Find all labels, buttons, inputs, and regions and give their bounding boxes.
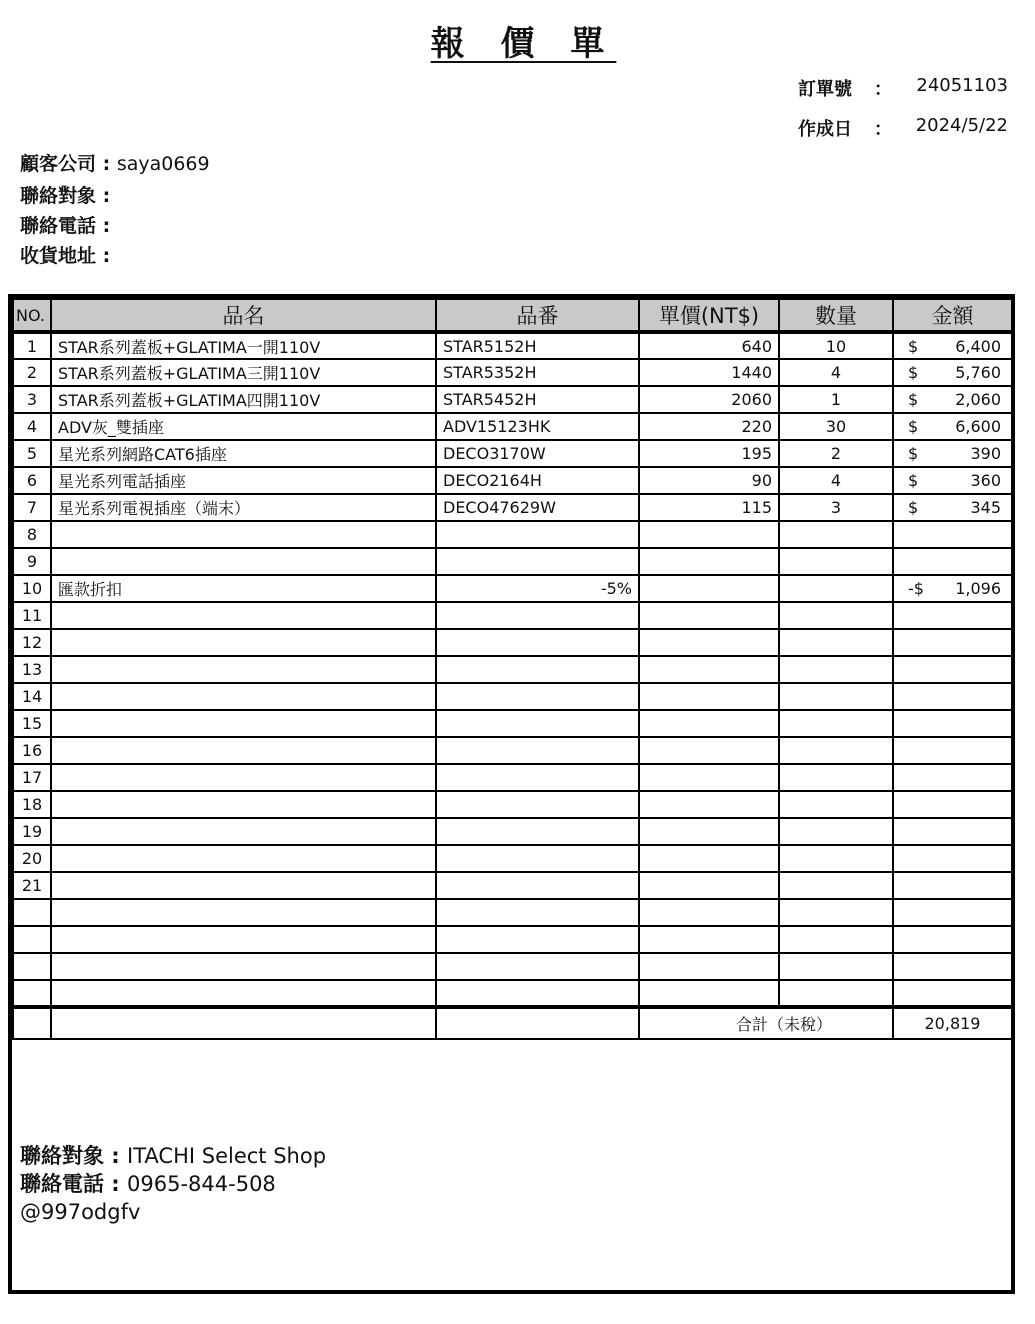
row-price: 115: [639, 494, 779, 521]
row-price: 2060: [639, 386, 779, 413]
row-amount: [893, 467, 1012, 494]
row-amount: [893, 980, 1012, 1007]
row-amount: [893, 845, 1012, 872]
row-no: 15: [13, 710, 51, 737]
row-name: [51, 710, 436, 737]
row-qty: 30: [779, 413, 893, 440]
row-qty: [779, 872, 893, 899]
order-number-colon: ：: [874, 79, 892, 100]
row-amount: [893, 872, 1012, 899]
table-row: [13, 440, 1012, 467]
row-qty: [779, 683, 893, 710]
total-value: 20,819: [893, 1007, 1012, 1039]
row-code: [436, 548, 639, 575]
customer-company-value: saya0669: [116, 153, 210, 175]
row-qty: [779, 548, 893, 575]
footer-contact-block: [20, 1142, 326, 1226]
order-date-colon: ：: [874, 119, 892, 140]
row-qty: [779, 845, 893, 872]
row-no: [13, 980, 51, 1007]
row-code: ADV15123HK: [436, 413, 639, 440]
table-row: [13, 494, 1012, 521]
document-title-wrap: [0, 16, 1035, 65]
row-price: [639, 980, 779, 1007]
row-qty: [779, 521, 893, 548]
row-no: 11: [13, 602, 51, 629]
row-no: 16: [13, 737, 51, 764]
header-name: 品名: [51, 299, 436, 332]
row-price: [639, 845, 779, 872]
row-amount-value: 6,600: [955, 417, 1001, 436]
row-code: [436, 629, 639, 656]
row-amount-value: 1,096: [955, 579, 1001, 598]
row-code: [436, 818, 639, 845]
row-name: [51, 872, 436, 899]
row-no: 21: [13, 872, 51, 899]
row-no: 5: [13, 440, 51, 467]
row-amount-value: 360: [970, 471, 1001, 490]
row-amount: [893, 953, 1012, 980]
row-qty: [779, 764, 893, 791]
row-name: [51, 953, 436, 980]
header-qty: 數量: [779, 299, 893, 332]
row-currency: $: [908, 471, 919, 490]
footer-phone: [20, 1170, 326, 1198]
row-amount: [893, 359, 1012, 386]
row-price: [639, 926, 779, 953]
row-currency: $: [908, 444, 919, 463]
table-row: [13, 926, 1012, 953]
row-qty: [779, 980, 893, 1007]
quote-table: [12, 298, 1013, 1040]
row-qty: [779, 737, 893, 764]
total-label: 合計（未稅）: [639, 1007, 893, 1039]
row-name: [51, 602, 436, 629]
customer-contact-label: 聯絡對象 :: [20, 185, 111, 207]
table-row: [13, 656, 1012, 683]
row-amount: [893, 440, 1012, 467]
row-code: [436, 710, 639, 737]
row-amount: [893, 386, 1012, 413]
order-number-value: 24051103: [916, 75, 1008, 96]
header-amount: 金額: [893, 299, 1012, 332]
row-no: [13, 926, 51, 953]
row-price: [639, 737, 779, 764]
row-name: 星光系列電話插座: [51, 467, 436, 494]
total-empty-name: [51, 1007, 436, 1039]
table-row: [13, 737, 1012, 764]
row-price: [639, 683, 779, 710]
row-amount-value: 345: [970, 498, 1001, 517]
row-amount: [893, 764, 1012, 791]
row-name: [51, 764, 436, 791]
order-date: [798, 115, 1008, 139]
row-amount-value: 2,060: [955, 390, 1001, 409]
row-currency: $: [908, 417, 919, 436]
row-price: [639, 656, 779, 683]
row-name: ADV灰_雙插座: [51, 413, 436, 440]
footer-contact: [20, 1142, 326, 1170]
row-currency: $: [908, 363, 919, 382]
row-price: [639, 629, 779, 656]
row-no: 8: [13, 521, 51, 548]
row-code: [436, 764, 639, 791]
footer-contact-label: 聯絡對象 :: [20, 1144, 128, 1168]
document-title: 報 價 單: [430, 24, 617, 64]
row-name: [51, 980, 436, 1007]
row-price: 90: [639, 467, 779, 494]
header-code: 品番: [436, 299, 639, 332]
row-price: [639, 575, 779, 602]
row-price: 640: [639, 332, 779, 359]
customer-address: [20, 241, 110, 268]
customer-phone: [20, 211, 110, 238]
row-price: [639, 602, 779, 629]
row-no: 2: [13, 359, 51, 386]
row-price: [639, 521, 779, 548]
row-qty: [779, 953, 893, 980]
row-qty: [779, 791, 893, 818]
row-qty: [779, 818, 893, 845]
customer-address-label: 收貨地址 :: [20, 245, 111, 267]
row-qty: 3: [779, 494, 893, 521]
row-qty: 1: [779, 386, 893, 413]
row-no: 17: [13, 764, 51, 791]
row-no: 18: [13, 791, 51, 818]
row-amount: [893, 332, 1012, 359]
row-price: [639, 872, 779, 899]
row-qty: [779, 656, 893, 683]
customer-company: [20, 149, 210, 176]
row-code: STAR5152H: [436, 332, 639, 359]
row-amount: [893, 899, 1012, 926]
row-code: [436, 980, 639, 1007]
row-price: [639, 899, 779, 926]
row-qty: 4: [779, 467, 893, 494]
row-name: [51, 548, 436, 575]
row-price: 220: [639, 413, 779, 440]
row-code: [436, 656, 639, 683]
table-row: [13, 980, 1012, 1007]
row-code: [436, 953, 639, 980]
row-currency: $: [908, 498, 919, 517]
row-price: [639, 548, 779, 575]
table-row: [13, 683, 1012, 710]
row-price: [639, 710, 779, 737]
table-row: [13, 710, 1012, 737]
row-no: 10: [13, 575, 51, 602]
row-name: [51, 683, 436, 710]
row-code: [436, 899, 639, 926]
row-code: STAR5352H: [436, 359, 639, 386]
footer-phone-label: 聯絡電話 :: [20, 1172, 128, 1196]
customer-phone-label: 聯絡電話 :: [20, 215, 111, 237]
row-name: 星光系列網路CAT6插座: [51, 440, 436, 467]
row-price: [639, 818, 779, 845]
row-price: [639, 764, 779, 791]
row-no: 3: [13, 386, 51, 413]
order-number-label: 訂單號: [798, 79, 852, 100]
total-row: [13, 1007, 1012, 1039]
row-code: [436, 872, 639, 899]
order-number: [798, 75, 1008, 99]
row-name: [51, 521, 436, 548]
footer-contact-value: ITACHI Select Shop: [127, 1144, 327, 1168]
table-row: [13, 602, 1012, 629]
row-currency: $: [908, 336, 919, 356]
row-price: 1440: [639, 359, 779, 386]
footer-phone-value: 0965-844-508: [127, 1172, 276, 1196]
row-qty: [779, 602, 893, 629]
row-price: [639, 953, 779, 980]
customer-contact: [20, 181, 110, 208]
row-code: [436, 737, 639, 764]
table-header-row: [13, 299, 1012, 332]
row-amount-value: 390: [970, 444, 1001, 463]
row-name: 星光系列電視插座（端末）: [51, 494, 436, 521]
table-row: [13, 413, 1012, 440]
row-name: [51, 791, 436, 818]
row-code: DECO2164H: [436, 467, 639, 494]
row-code: DECO47629W: [436, 494, 639, 521]
row-amount: [893, 521, 1012, 548]
row-qty: 4: [779, 359, 893, 386]
total-empty-no: [13, 1007, 51, 1039]
header-no: NO.: [13, 299, 51, 332]
table-row: [13, 467, 1012, 494]
row-qty: [779, 710, 893, 737]
row-amount: [893, 926, 1012, 953]
table-row: [13, 548, 1012, 575]
table-row: [13, 359, 1012, 386]
row-amount: [893, 737, 1012, 764]
row-qty: [779, 926, 893, 953]
table-row: [13, 845, 1012, 872]
row-price: [639, 791, 779, 818]
table-row: [13, 386, 1012, 413]
table-row: [13, 872, 1012, 899]
row-name: [51, 818, 436, 845]
customer-company-label: 顧客公司 :: [20, 153, 117, 175]
row-no: 20: [13, 845, 51, 872]
row-amount: [893, 818, 1012, 845]
row-no: 13: [13, 656, 51, 683]
row-name: STAR系列蓋板+GLATIMA三開110V: [51, 359, 436, 386]
row-no: 19: [13, 818, 51, 845]
row-no: [13, 899, 51, 926]
row-no: 12: [13, 629, 51, 656]
total-empty-code: [436, 1007, 639, 1039]
row-amount: [893, 683, 1012, 710]
row-name: STAR系列蓋板+GLATIMA一開110V: [51, 332, 436, 359]
row-no: 7: [13, 494, 51, 521]
row-qty: [779, 575, 893, 602]
row-code: [436, 602, 639, 629]
row-amount: [893, 710, 1012, 737]
row-amount: [893, 494, 1012, 521]
row-code: STAR5452H: [436, 386, 639, 413]
row-name: [51, 926, 436, 953]
row-code: [436, 521, 639, 548]
row-qty: [779, 899, 893, 926]
row-code: DECO3170W: [436, 440, 639, 467]
row-amount: [893, 629, 1012, 656]
row-amount-value: 6,400: [955, 336, 1001, 356]
row-name: [51, 899, 436, 926]
row-currency: -$: [908, 579, 924, 598]
row-code: -5%: [436, 575, 639, 602]
row-qty: [779, 629, 893, 656]
row-code: [436, 791, 639, 818]
row-name: [51, 629, 436, 656]
header-price: 單價(NT$): [639, 299, 779, 332]
row-name: STAR系列蓋板+GLATIMA四開110V: [51, 386, 436, 413]
table-row: [13, 818, 1012, 845]
table-row: [13, 953, 1012, 980]
row-amount-value: 5,760: [955, 363, 1001, 382]
row-amount: [893, 548, 1012, 575]
row-currency: $: [908, 390, 919, 409]
row-amount: [893, 575, 1012, 602]
order-date-value: 2024/5/22: [915, 115, 1008, 136]
footer-line-id: @997odgfv: [20, 1200, 141, 1224]
table-row: [13, 521, 1012, 548]
row-name: [51, 845, 436, 872]
order-date-label: 作成日: [798, 119, 852, 140]
row-no: 9: [13, 548, 51, 575]
row-no: 6: [13, 467, 51, 494]
row-qty: 10: [779, 332, 893, 359]
row-no: 14: [13, 683, 51, 710]
row-no: [13, 953, 51, 980]
row-price: 195: [639, 440, 779, 467]
table-row: [13, 629, 1012, 656]
row-amount: [893, 656, 1012, 683]
row-amount: [893, 791, 1012, 818]
row-code: [436, 683, 639, 710]
row-amount: [893, 602, 1012, 629]
row-qty: 2: [779, 440, 893, 467]
table-row: [13, 332, 1012, 359]
row-name: [51, 656, 436, 683]
row-no: 4: [13, 413, 51, 440]
table-row: [13, 791, 1012, 818]
row-code: [436, 926, 639, 953]
row-no: 1: [13, 332, 51, 359]
table-row: [13, 575, 1012, 602]
row-name: [51, 737, 436, 764]
row-code: [436, 845, 639, 872]
table-row: [13, 899, 1012, 926]
row-amount: [893, 413, 1012, 440]
table-row: [13, 764, 1012, 791]
row-name: 匯款折扣: [51, 575, 436, 602]
